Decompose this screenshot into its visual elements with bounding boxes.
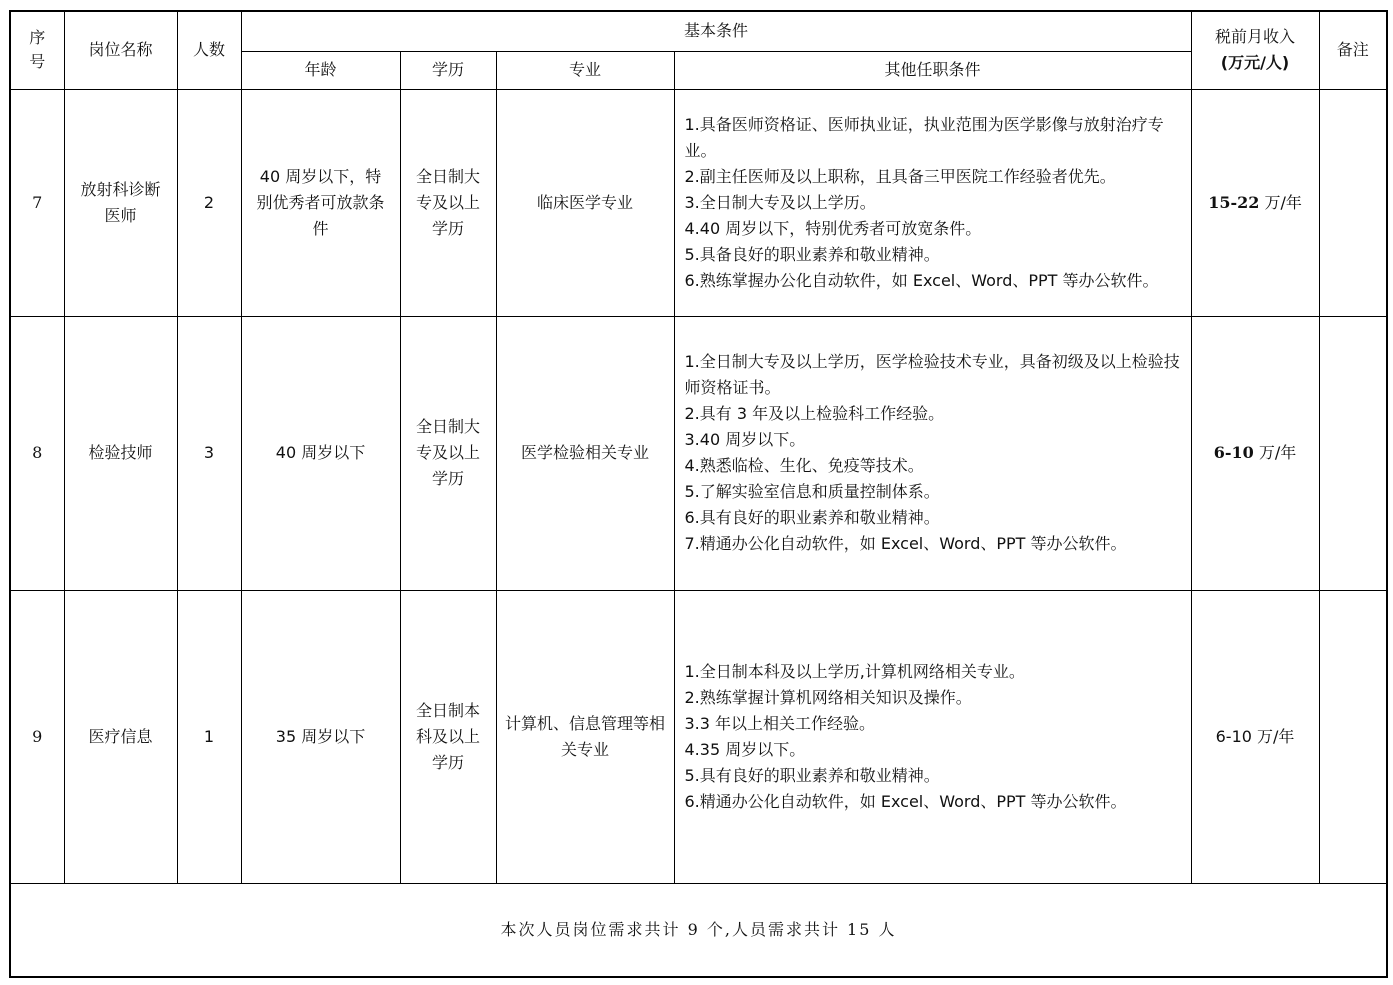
salary-range: 6-10 <box>1213 443 1254 462</box>
row-major: 临床医学专业 <box>496 89 674 316</box>
header-seq-text: 序 号 <box>29 28 46 72</box>
row-requirements <box>674 590 1191 883</box>
row-note <box>1319 590 1387 883</box>
row-education: 全日制本科及以上学历 <box>400 590 496 883</box>
header-row-1 <box>10 11 1387 51</box>
header-basic-conditions: 基本条件 <box>241 11 1191 51</box>
row-note <box>1319 89 1387 316</box>
table-row <box>10 89 1387 316</box>
requirement-line: 6.熟练掌握办公化自动软件，如 Excel、Word、PPT 等办公软件。 <box>684 270 1159 290</box>
row-education: 全日制大专及以上学历 <box>400 89 496 316</box>
header-other-requirements: 其他任职条件 <box>674 51 1191 89</box>
row-note <box>1319 316 1387 590</box>
job-requirements-table <box>9 10 1388 978</box>
requirement-line: 6.精通办公化自动软件，如 Excel、Word、PPT 等办公软件。 <box>684 791 1127 811</box>
row-salary <box>1191 590 1319 883</box>
header-income-unit: (万元/人) <box>1220 53 1290 73</box>
row-seq: 7 <box>10 89 64 316</box>
salary-unit: 6-10 万/年 <box>1215 726 1295 746</box>
row-major: 计算机、信息管理等相关专业 <box>496 590 674 883</box>
requirement-line: 4.35 周岁以下。 <box>684 739 806 759</box>
requirement-line: 7.精通办公化自动软件，如 Excel、Word、PPT 等办公软件。 <box>684 534 1127 553</box>
requirement-line: 4.40 周岁以下，特别优秀者可放宽条件。 <box>684 218 982 238</box>
requirement-line: 1.具备医师资格证、医师执业证，执业范围为医学影像与放射治疗专业。 <box>684 114 1164 160</box>
requirement-line: 2.熟练掌握计算机网络相关知识及操作。 <box>684 687 972 707</box>
row-count: 2 <box>177 89 241 316</box>
requirement-line: 5.了解实验室信息和质量控制体系。 <box>684 482 940 501</box>
row-position: 放射科诊断医师 <box>64 89 177 316</box>
requirement-line: 6.具有良好的职业素养和敬业精神。 <box>684 508 940 527</box>
header-position: 岗位名称 <box>64 11 177 89</box>
table-row <box>10 590 1387 883</box>
row-seq: 8 <box>10 316 64 590</box>
requirement-line: 5.具备良好的职业素养和敬业精神。 <box>684 244 940 264</box>
header-income-label: 税前月收入 <box>1215 27 1296 47</box>
requirement-line: 2.副主任医师及以上职称，且具备三甲医院工作经验者优先。 <box>684 166 1116 186</box>
row-salary <box>1191 316 1319 590</box>
salary-range: 15-22 <box>1208 192 1260 212</box>
footer-row <box>10 883 1387 977</box>
summary-footer: 本次人员岗位需求共计 9 个,人员需求共计 15 人 <box>10 883 1387 977</box>
row-age: 40 周岁以下 <box>241 316 400 590</box>
row-age: 40 周岁以下，特别优秀者可放款条件 <box>241 89 400 316</box>
requirement-line: 3.全日制大专及以上学历。 <box>684 192 876 212</box>
row-count: 1 <box>177 590 241 883</box>
header-income <box>1191 11 1319 89</box>
row-position: 检验技师 <box>64 316 177 590</box>
row-requirements <box>674 316 1191 590</box>
requirement-line: 3.40 周岁以下。 <box>684 430 806 449</box>
salary-unit: 万/年 <box>1259 192 1302 212</box>
header-note: 备注 <box>1319 11 1387 89</box>
row-requirements <box>674 89 1191 316</box>
row-seq: 9 <box>10 590 64 883</box>
row-age: 35 周岁以下 <box>241 590 400 883</box>
header-age: 年龄 <box>241 51 400 89</box>
requirement-line: 3.3 年以上相关工作经验。 <box>684 713 876 733</box>
row-salary <box>1191 89 1319 316</box>
table-row <box>10 316 1387 590</box>
row-major: 医学检验相关专业 <box>496 316 674 590</box>
requirement-line: 5.具有良好的职业素养和敬业精神。 <box>684 765 940 785</box>
requirement-line: 1.全日制大专及以上学历，医学检验技术专业，具备初级及以上检验技师资格证书。 <box>684 352 1180 397</box>
row-position: 医疗信息 <box>64 590 177 883</box>
salary-unit: 万/年 <box>1253 443 1297 462</box>
header-education: 学历 <box>400 51 496 89</box>
header-seq <box>10 11 64 89</box>
row-education: 全日制大专及以上学历 <box>400 316 496 590</box>
header-count: 人数 <box>177 11 241 89</box>
row-count: 3 <box>177 316 241 590</box>
requirement-line: 4.熟悉临检、生化、免疫等技术。 <box>684 456 924 475</box>
requirement-line: 1.全日制本科及以上学历,计算机网络相关专业。 <box>684 661 1025 681</box>
requirement-line: 2.具有 3 年及以上检验科工作经验。 <box>684 404 945 423</box>
header-major: 专业 <box>496 51 674 89</box>
